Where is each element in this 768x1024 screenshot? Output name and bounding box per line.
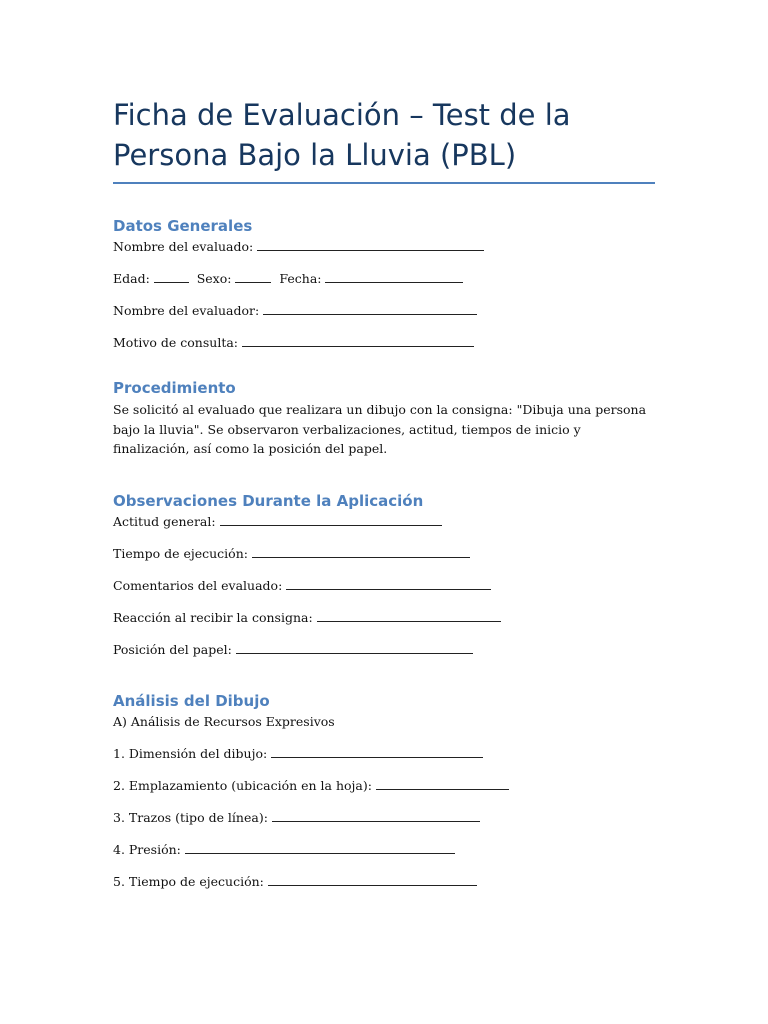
field-dimension <box>113 745 655 763</box>
blank-line <box>252 545 470 558</box>
field-posicion-papel <box>113 641 655 659</box>
blank-line <box>236 641 473 654</box>
field-label-edad: Edad: <box>113 271 154 286</box>
blank-line <box>257 238 484 251</box>
field-tiempo-ejecucion-dibujo <box>113 873 655 891</box>
field-presion <box>113 841 655 859</box>
section-heading-observaciones: Observaciones Durante la Aplicación <box>113 491 424 510</box>
procedimiento-text: Se solicitó al evaluado que realizara un dibujo con la consigna: "Dibuja una persona bajo la lluvia". Se observaron verbalizaciones, actitud, tiempos de inicio y finalización, así como la posición del papel. <box>113 402 647 456</box>
field-nombre-evaluador <box>113 302 655 320</box>
blank-line <box>286 577 491 590</box>
section-observaciones <box>113 491 655 659</box>
document-title: Ficha de Evaluación – Test de la Persona Bajo la Lluvia (PBL) <box>113 98 571 172</box>
field-reaccion <box>113 609 655 627</box>
blank-line <box>235 270 271 283</box>
field-label-sexo: Sexo: <box>196 271 236 286</box>
section-heading-datos-generales: Datos Generales <box>113 217 253 235</box>
blank-line <box>317 609 501 622</box>
field-label: Nombre del evaluado: <box>113 239 258 254</box>
blank-line <box>154 270 189 283</box>
blank-line <box>271 745 483 758</box>
field-label: 2. Emplazamiento (ubicación en la hoja): <box>113 777 376 793</box>
section-analisis <box>113 691 655 891</box>
field-label: Posición del papel: <box>113 641 236 657</box>
blank-line <box>242 334 474 347</box>
document-page <box>113 95 655 891</box>
field-nombre-evaluado <box>113 238 655 256</box>
field-label: Comentarios del evaluado: <box>113 577 287 593</box>
field-motivo-consulta <box>113 334 655 352</box>
field-label: 5. Tiempo de ejecución: <box>113 873 268 889</box>
section-procedimiento <box>113 378 655 459</box>
field-tiempo-ejecucion <box>113 545 655 563</box>
field-comentarios <box>113 577 655 595</box>
field-label: Tiempo de ejecución: <box>113 545 252 561</box>
title-divider <box>113 182 655 184</box>
field-edad-sexo-fecha <box>113 270 655 288</box>
field-actitud-general <box>113 513 655 531</box>
blank-line <box>272 809 480 822</box>
blank-line <box>268 873 477 886</box>
field-emplazamiento <box>113 777 655 795</box>
blank-line <box>185 841 455 854</box>
field-label: Nombre del evaluador: <box>113 303 264 318</box>
field-trazos <box>113 809 655 827</box>
field-label: Motivo de consulta: <box>113 335 242 350</box>
section-datos-generales <box>113 216 655 352</box>
field-label: Reacción al recibir la consigna: <box>113 609 317 625</box>
blank-line <box>263 302 477 315</box>
blank-line <box>220 513 442 526</box>
field-label-fecha: Fecha: <box>279 271 326 286</box>
field-label: Actitud general: <box>113 513 220 529</box>
section-heading-procedimiento: Procedimiento <box>113 379 236 397</box>
field-label: 1. Dimensión del dibujo: <box>113 745 272 761</box>
blank-line <box>376 777 509 790</box>
field-label: 4. Presión: <box>113 841 185 857</box>
blank-line <box>325 270 463 283</box>
section-heading-analisis: Análisis del Dibujo <box>113 691 270 710</box>
field-label: 3. Trazos (tipo de línea): <box>113 809 272 825</box>
subheading-recursos-expresivos: A) Análisis de Recursos Expresivos <box>113 713 335 729</box>
